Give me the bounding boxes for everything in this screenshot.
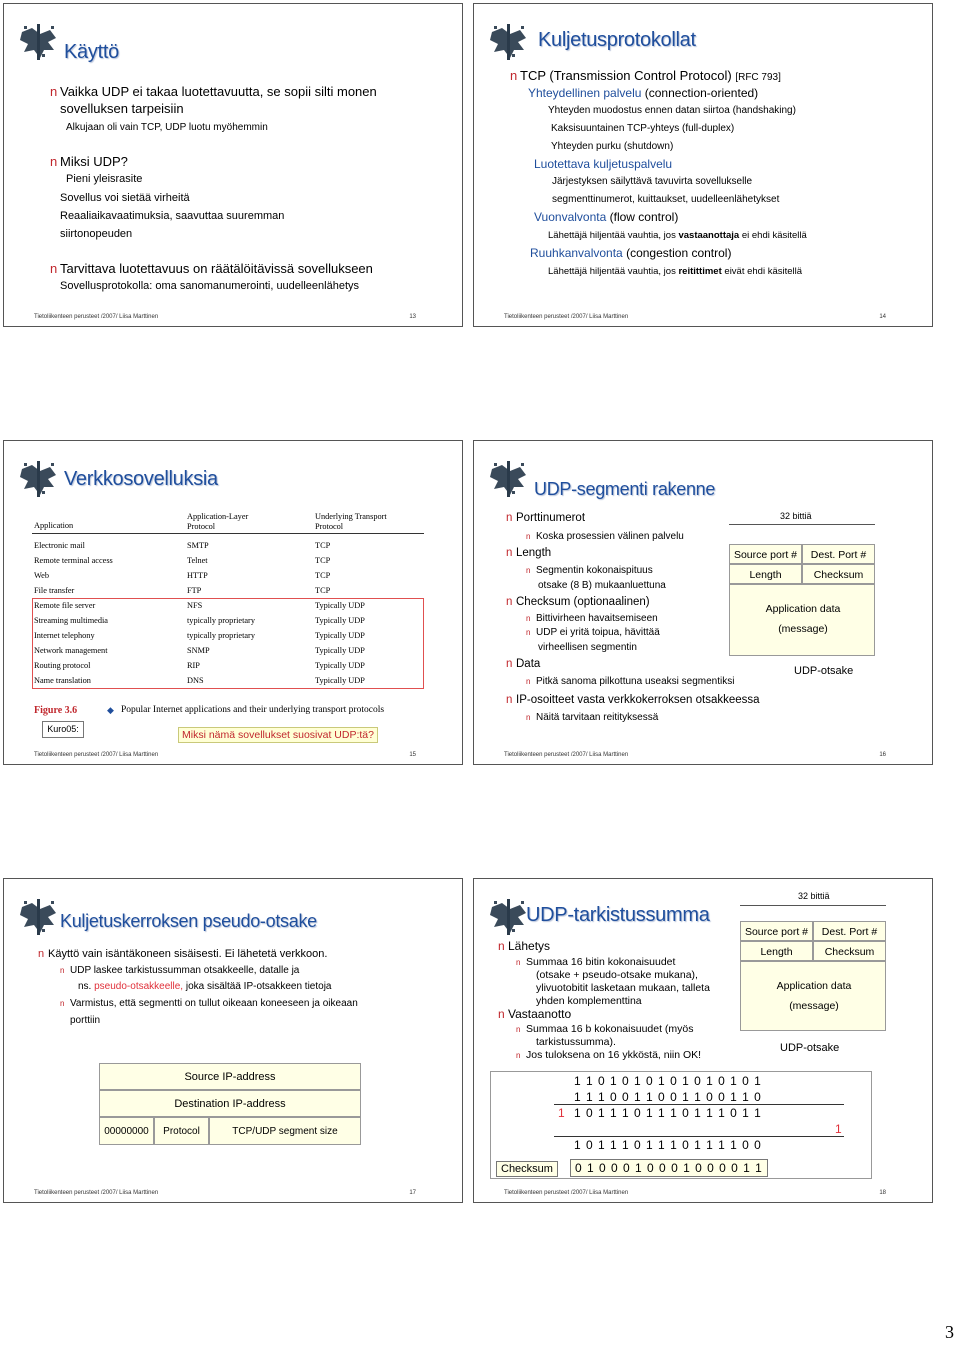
university-logo-icon [18,899,58,935]
width-arrow [729,524,875,525]
text: joka sisältää IP-otsakkeen tietoja [185,981,332,992]
slide-title: Kuljetusprotokollat [538,29,696,51]
text: Järjestyksen säilyttävä tavuvirta sovellukselle [552,176,753,187]
text: siirtonopeuden [60,228,133,240]
bullet-line [526,613,658,624]
text: porttiin [70,1015,101,1026]
bullet-icon: n [526,628,531,637]
table-cell-application: File transfer [34,586,75,595]
text: Summaa 16 b kokonaisuudet (myös [526,1023,694,1035]
university-logo-icon [18,24,58,60]
text: Yhteyden muodostus ennen datan siirtoa (handshaking) [548,105,796,116]
text: 00000000 [104,1126,149,1137]
slide-13 [3,3,463,327]
footer: Tietoliikenteen perusteet /2007/ Liisa Marttinen [34,752,159,758]
slide-number: 18 [879,1190,886,1196]
bullet-line [506,596,650,608]
text: Protocol [163,1126,200,1137]
bullet-line [506,547,551,559]
text: Yhteydellinen palvelu [528,86,642,100]
slide-15 [3,440,463,765]
bullet-icon: n [38,948,45,960]
source-port-field: Source port # [740,921,813,941]
bullet-icon: n [516,1025,521,1034]
text: virheellisen segmentin [538,642,637,653]
text: Kaksisuuntainen TCP-yhteys (full-duplex) [551,123,735,134]
table-cell-protocol: HTTP [187,571,208,580]
text: segmenttinumerot, kuittaukset, uudelleenlähetykset [552,194,780,205]
university-logo-icon [488,461,528,497]
table-cell-application: Network management [34,646,108,655]
slide-number: 13 [409,314,416,320]
text: sovelluksen tarpeisiin [60,101,184,116]
bullet-line [498,1007,571,1021]
text: Pitkä sanoma pilkottuna useaksi segmentiksi [536,676,735,687]
width-label: 32 bittiä [780,511,812,521]
text: tarkistussumma). [536,1036,616,1048]
text: Reaaliaikavaatimuksia, saavuttaa suuremman [60,210,285,222]
table-cell-transport: TCP [315,541,331,550]
slide-number: 15 [409,752,416,758]
table-cell-protocol: DNS [187,676,204,685]
university-logo-icon [18,461,58,497]
bullet-line [526,627,660,638]
text: Miksi UDP? [60,154,128,169]
text: ns. [78,981,92,992]
slide-14 [473,3,933,327]
dest-port-field: Dest. Port # [813,921,886,941]
text: Pieni yleisrasite [66,173,143,185]
carry-bit: 1 [558,1106,565,1120]
slide-number: 16 [879,752,886,758]
footer: Tietoliikenteen perusteet /2007/ Liisa Marttinen [504,752,629,758]
source-ip-field [99,1063,361,1090]
text: Destination IP-address [174,1098,286,1110]
dest-port-field: Dest. Port # [802,544,875,564]
width-label: 32 bittiä [798,891,830,901]
bullet-icon: n [526,614,531,623]
slide-title: Verkkosovelluksia [64,468,218,490]
text: ylivuotobitit lasketaan mukaan, talleta [536,982,710,994]
table-header: Application-Layer Protocol [187,512,249,531]
text: Luotettava kuljetuspalvelu [534,157,673,171]
footer: Tietoliikenteen perusteet /2007/ Liisa Marttinen [34,314,159,320]
text: (otsake + pseudo-otsake mukana), [536,969,698,981]
text: Porttinumerot [516,512,586,524]
table-cell-transport: TCP [315,556,331,565]
table-cell-application: Name translation [34,676,91,685]
text: TCP [520,68,546,83]
bullet-icon: n [506,658,513,670]
bullet-icon: n [526,532,531,541]
page-number: 3 [945,1322,954,1342]
binary-row: 1 1 0 1 0 1 0 1 0 1 0 1 0 1 0 1 [574,1074,762,1088]
text-line [530,246,731,260]
slide-number: 17 [409,1190,416,1196]
bullet-line [516,1049,701,1061]
zeros-field [99,1117,154,1145]
text: Lähettäjä hiljentää vauhtia, jos [548,266,676,277]
bullet-icon: n [498,939,505,953]
table-cell-transport: Typically UDP [315,646,365,655]
table-cell-protocol: RIP [187,661,200,670]
text: Length [516,547,552,559]
footer: Tietoliikenteen perusteet /2007/ Liisa Marttinen [504,314,629,320]
text: Sovellusprotokolla: oma sanomanumerointi, uudelleenlähetys [60,280,360,292]
text: UDP laskee tarkistussumman otsakkeelle, datalle ja [70,965,300,976]
text: Summaa 16 bitin kokonaisuudet [526,956,676,968]
text: (message) [789,1000,839,1012]
slide-title: Käyttö [64,41,119,63]
text: eivät ehdi käsitellä [724,266,803,277]
text: ei ehdi käsitellä [741,230,807,241]
text: Lähetys [508,939,551,953]
segment-size-field [209,1117,361,1145]
text: Käyttö vain isäntäkoneen sisäisesti. Ei lähetetä verkkoon. [48,948,328,960]
text: Ruuhkanvalvonta [530,246,623,260]
text: vastaanottaja [678,230,740,241]
table-header: Application [34,521,74,530]
bullet-icon: n [526,566,531,575]
bullet-icon: n [516,1051,521,1060]
text: Näitä tarvitaan reitityksessä [536,712,659,723]
text: Alkujaan oli vain TCP, UDP luotu myöhemmin [66,122,268,133]
table-cell-protocol: SNMP [187,646,210,655]
bullet-line [50,154,128,169]
comment-label: Kuro05: [42,721,84,738]
footer: Tietoliikenteen perusteet /2007/ Liisa Marttinen [504,1190,629,1196]
table-cell-transport: Typically UDP [315,616,365,625]
header-label: UDP-otsake [794,665,854,677]
table-cell-protocol: NFS [187,601,203,610]
figure-label: Figure 3.6 [34,705,78,716]
table-cell-application: Web [34,571,49,580]
bullet-line [60,965,299,976]
text: Vaikka UDP ei takaa luotettavuutta, se sopii silti monen [60,84,377,99]
checksum-field: Checksum [802,564,875,584]
protocol-field [154,1117,209,1145]
slide-18 [473,878,933,1203]
bullet-line [50,84,377,99]
text-line [548,266,802,277]
table-cell-protocol: Telnet [187,556,208,565]
comment-note: Miksi nämä sovellukset suosivat UDP:tä? [178,727,378,743]
text: pseudo-otsakkeelle, [94,981,184,992]
slide-16 [473,440,933,765]
table-cell-protocol: typically proprietary [187,631,255,640]
text: yhden komplementtina [536,995,642,1007]
bullet-line [60,998,358,1009]
text: Yhteyden purku (shutdown) [551,141,674,152]
length-field: Length [740,941,813,961]
width-arrow [740,905,886,906]
table-cell-application: Routing protocol [34,661,91,670]
dest-ip-field [99,1090,361,1117]
bullet-icon: n [506,694,513,706]
application-data-field [740,961,886,1031]
sum-line [554,1104,844,1105]
footer: Tietoliikenteen perusteet /2007/ Liisa Marttinen [34,1190,159,1196]
bullet-line [38,948,327,960]
text-line [534,210,678,224]
university-logo-icon [488,899,528,935]
table-cell-transport: Typically UDP [315,601,365,610]
bullet-icon: n [50,154,58,169]
text: (Transmission Control Protocol) [549,68,732,83]
text: (flow control) [609,210,679,224]
binary-row: 1 1 1 0 0 1 1 0 0 1 1 0 0 1 1 0 [574,1090,762,1104]
text: (congestion control) [626,246,732,260]
table-cell-transport: Typically UDP [315,676,365,685]
bullet-line [506,512,585,524]
text: UDP ei yritä toipua, hävittää [536,627,660,638]
table-cell-application: Streaming multimedia [34,616,108,625]
bullet-line [516,956,675,968]
bullet-icon: n [526,713,531,722]
bullet-line [526,712,658,723]
text: IP-osoitteet vasta verkkokerroksen otsakkeessa [516,694,760,706]
text: Vastaanotto [508,1007,572,1021]
table-header: Underlying Transport Protocol [315,512,387,531]
text: Bittivirheen havaitsemiseen [536,613,658,624]
bullet-icon: n [506,547,513,559]
text: (message) [778,623,828,635]
binary-row: 1 0 1 1 1 0 1 1 1 0 1 1 1 0 1 1 [574,1106,762,1120]
table-cell-application: Remote file server [34,601,96,610]
university-logo-icon [488,24,528,60]
bullet-icon: n [526,677,531,686]
figure-caption: Popular Internet applications and their underlying transport protocols [121,705,385,715]
bullet-line [506,658,540,670]
table-cell-protocol: typically proprietary [187,616,255,625]
sum-line [554,1136,844,1137]
bullet-line [498,939,550,953]
bullet-line [526,565,653,576]
length-field: Length [729,564,802,584]
bullet-line [510,68,781,83]
text: Application data [776,980,852,992]
bullet-icon: n [510,68,518,83]
checksum-result: 0 1 0 0 0 1 0 0 0 1 0 0 0 0 1 1 [570,1159,768,1177]
slide-title: UDP-tarkistussumma [526,904,710,926]
bullet-line [526,531,684,542]
text: [RFC 793] [735,72,781,83]
application-data-field [729,584,875,656]
text: reitittimet [678,266,722,277]
bullet-icon: n [50,261,58,276]
carry-addition: 1 [835,1122,842,1136]
slide-title: Kuljetuskerroksen pseudo-otsake [60,911,317,931]
table-cell-transport: Typically UDP [315,631,365,640]
text-line [528,86,758,100]
divider [32,533,424,534]
slide-17 [3,878,463,1203]
table-cell-application: Remote terminal access [34,556,113,565]
bullet-icon: n [60,999,65,1008]
bullet-icon: n [60,966,65,975]
text: Sovellus voi sietää virheitä [60,192,190,204]
slide-title: UDP-segmenti rakenne [534,479,716,499]
text: Source IP-address [184,1071,276,1083]
table-cell-application: Internet telephony [34,631,95,640]
bullet-icon: n [498,1007,505,1021]
table-cell-application: Electronic mail [34,541,85,550]
slide-number: 14 [879,314,886,320]
text: Application data [765,603,841,615]
text-line [548,230,807,241]
header-label: UDP-otsake [780,1042,840,1054]
table-cell-transport: TCP [315,571,331,580]
text: Jos tuloksena on 16 ykköstä, niin OK! [526,1049,702,1061]
bullet-icon: n [50,84,58,99]
highlight-box [32,598,424,689]
text: otsake (8 B) mukaanluettuna [538,580,666,591]
text: Data [516,658,541,670]
table-cell-transport: Typically UDP [315,661,365,670]
diamond-icon: ◆ [107,705,114,715]
bullet-line [506,694,760,706]
text: (connection-oriented) [644,86,759,100]
source-port-field: Source port # [729,544,802,564]
text: TCP/UDP segment size [232,1126,338,1137]
bullet-line [526,676,734,687]
bullet-icon: n [506,512,513,524]
bullet-line [516,1023,694,1035]
bullet-icon: n [516,958,521,967]
checksum-label: Checksum [496,1161,558,1177]
text: Lähettäjä hiljentää vauhtia, jos [548,230,676,241]
text-line [78,981,332,992]
binary-row: 1 0 1 1 1 0 1 1 1 0 1 1 1 1 0 0 [574,1138,762,1152]
text: Koska prosessien välinen palvelu [536,531,684,542]
text: Tarvittava luotettavuus on räätälöitävissä sovellukseen [60,261,373,276]
checksum-field: Checksum [813,941,886,961]
table-cell-transport: TCP [315,586,331,595]
table-cell-protocol: FTP [187,586,202,595]
text: Segmentin kokonaispituus [536,565,653,576]
text: Varmistus, että segmentti on tullut oikeaan koneeseen ja oikeaan [70,998,358,1009]
table-cell-protocol: SMTP [187,541,209,550]
bullet-line [50,261,373,276]
text: Checksum (optionaalinen) [516,596,650,608]
text: Vuonvalvonta [534,210,607,224]
bullet-icon: n [506,596,513,608]
